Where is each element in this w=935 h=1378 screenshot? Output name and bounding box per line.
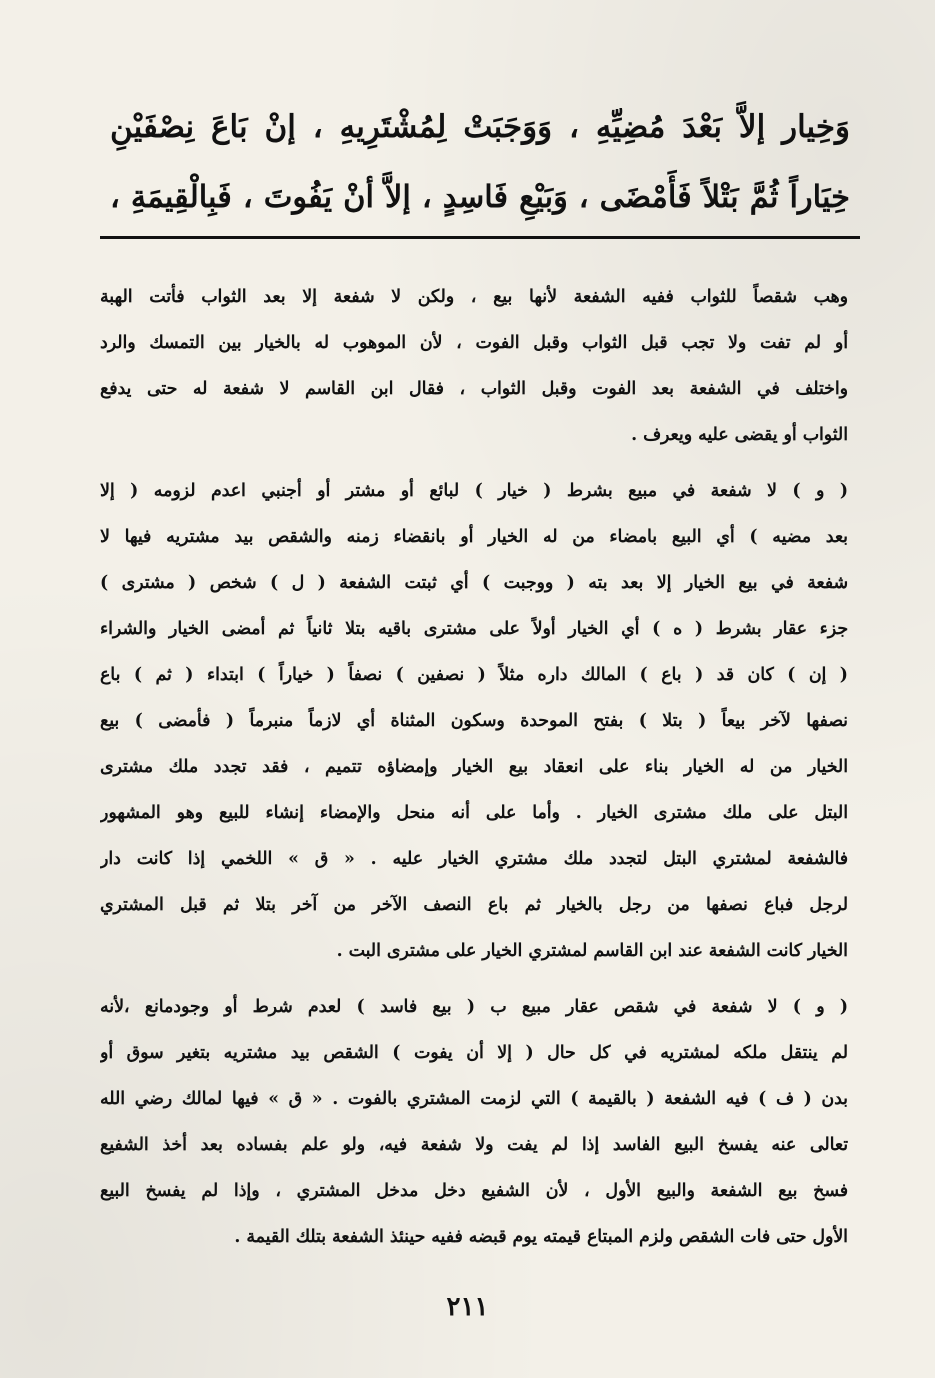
text-line: الثواب أو يقضى عليه ويعرف . xyxy=(631,425,848,445)
commentary-body xyxy=(100,274,848,1260)
page-number: ٢١١ xyxy=(446,1292,489,1322)
text-line: فالشفعة لمشتري البتل لتجدد ملك مشتري الخيار عليه . « ق » اللخمي إذا كانت دار xyxy=(100,849,848,869)
text-line: شفعة في بيع الخيار إلا بعد بته ( ووجبت ) أي ثبتت الشفعة ( ل ) شخص ( مشترى ) xyxy=(100,573,848,593)
text-line: ( و ) لا شفعة في شقص عقار مبيع ب ( بيع فاسد ) لعدم شرط أو وجودمانع ،لأنه xyxy=(100,997,848,1017)
paragraph-3 xyxy=(100,984,848,1260)
text-line: الخيار كانت الشفعة عند ابن القاسم لمشتري الخيار على مشترى البت . xyxy=(336,941,848,961)
text-line: بدن ( ف ) فيه الشفعة ( بالقيمة ) التي لزمت المشتري بالفوت . « ق » فيها لمالك رضي الله xyxy=(100,1089,848,1109)
text-line: لم ينتقل ملكه لمشتريه في كل حال ( إلا أن يفوت ) الشقص بيد مشتريه بتغير سوق أو xyxy=(100,1043,848,1063)
text-line: بعد مضيه ) أي البيع بامضاء من له الخيار أو بانقضاء زمنه والشقص بيد مشتريه فيها لا xyxy=(100,527,848,547)
text-line: أو لم تفت ولا تجب قبل الثواب وقبل الفوت ، لأن الموهوب له بالخيار بين التمسك والرد xyxy=(100,333,848,353)
text-line: نصفها لآخر بيعاً ( بتلا ) بفتح الموحدة وسكون المثناة أي لازماً منبرماً ( فأمضى ) بيع xyxy=(100,711,848,731)
matn-line-1: وَخِيار إلاَّ بَعْدَ مُضِيِّهِ ، وَوَجَبَتْ لِمُشْتَرِيهِ ، إنْ بَاعَ نِصْفَيْنِ xyxy=(110,109,850,145)
text-line: فسخ بيع الشفعة والبيع الأول ، لأن الشفيع دخل مدخل المشتري ، وإذا لم يفسخ البيع xyxy=(100,1181,848,1201)
text-line: ( و ) لا شفعة في مبيع بشرط ( خيار ) لبائع أو مشتر أو أجنبي اعدم لزومه ( إلا xyxy=(100,481,848,501)
paragraph-gap xyxy=(100,974,848,984)
text-line: وهب شقصاً للثواب ففيه الشفعة لأنها بيع ، ولكن لا شفعة إلا بعد الثواب فأتت الهبة xyxy=(100,287,848,307)
text-line: لرجل فباع نصفها من رجل بالخيار ثم باع النصف الآخر من آخر بتلا ثم قبل المشتري xyxy=(100,895,848,915)
text-line: الأول حتى فات الشقص ولزم المبتاع قيمته يوم قبضه ففيه حينئذ الشفعة بتلك القيمة . xyxy=(234,1227,848,1247)
text-line: واختلف في الشفعة بعد الفوت وقبل الثواب ، فقال ابن القاسم لا شفعة له حتى يدفع xyxy=(100,379,848,399)
text-line: ( إن ) كان قد ( باع ) المالك داره مثلاً ( نصفين ) نصفاً ( خياراً ) ابتداء ( ثم ) باع xyxy=(100,665,848,685)
paragraph-2 xyxy=(100,468,848,974)
paragraph-gap xyxy=(100,458,848,468)
text-line: الخيار من له الخيار بناء على انعقاد بيع الخيار وإمضاؤه تتميم ، فقد تجدد ملك مشترى xyxy=(100,757,848,777)
text-line: تعالى عنه يفسخ البيع الفاسد إذا لم يفت ولا شفعة فيه، ولو علم بفساده بعد أخذ الشفيع xyxy=(100,1135,848,1155)
text-line: جزء عقار بشرط ( ه ) أي الخيار أولاً على مشترى باقيه بتلا ثانياً ثم أمضى الخيار والشراء xyxy=(100,619,848,639)
separator-rule xyxy=(100,236,860,239)
paragraph-1 xyxy=(100,274,848,458)
matn-line-2: خِيَاراً ثُمَّ بَتْلاً فَأَمْضَى ، وَبَيْعِ فَاسِدٍ ، إلاَّ أنْ يَفُوتَ ، فَبِالْقِيمَةِ ، xyxy=(110,179,850,215)
text-line: البتل على ملك مشترى الخيار . وأما على أنه منحل والإمضاء إنشاء للبيع وهو المشهور xyxy=(100,803,848,823)
